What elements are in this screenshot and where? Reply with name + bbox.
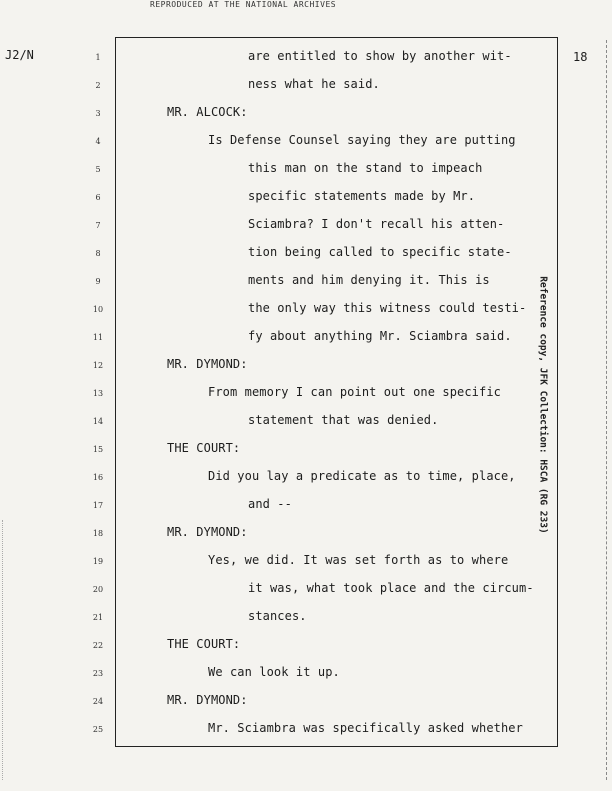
transcript-line: Sciambra? I don't recall his atten- xyxy=(248,217,505,231)
line-number: 15 xyxy=(92,445,104,454)
line-number: 12 xyxy=(92,361,104,370)
transcript-line: tion being called to specific state- xyxy=(248,245,512,259)
transcript-line: ness what he said. xyxy=(248,77,380,91)
transcript-line: Did you lay a predicate as to time, place, xyxy=(208,469,516,483)
transcript-line: Mr. Sciambra was specifically asked whether xyxy=(208,721,523,735)
line-number: 25 xyxy=(92,725,104,734)
line-number: 10 xyxy=(92,305,104,314)
line-number: 19 xyxy=(92,557,104,566)
transcript-line: specific statements made by Mr. xyxy=(248,189,476,203)
line-number: 23 xyxy=(92,669,104,678)
line-number: 11 xyxy=(92,333,104,342)
transcript-line: Yes, we did. It was set forth as to where xyxy=(208,553,509,567)
transcript-line: Is Defense Counsel saying they are putting xyxy=(208,133,516,147)
line-number: 22 xyxy=(92,641,104,650)
transcript-line: are entitled to show by another wit- xyxy=(248,49,512,63)
speaker-label: THE COURT: xyxy=(167,441,241,455)
line-number: 1 xyxy=(95,53,101,62)
line-number: 20 xyxy=(92,585,104,594)
transcript-line: stances. xyxy=(248,609,307,623)
line-number: 2 xyxy=(95,81,101,90)
speaker-label: MR. ALCOCK: xyxy=(167,105,248,119)
transcript-line: We can look it up. xyxy=(208,665,340,679)
speaker-label: THE COURT: xyxy=(167,637,241,651)
line-number: 17 xyxy=(92,501,104,510)
transcript-line: the only way this witness could testi- xyxy=(248,301,527,315)
line-number: 7 xyxy=(95,221,101,230)
page-code: J2/N xyxy=(5,48,34,62)
line-number: 9 xyxy=(95,277,101,286)
line-number: 21 xyxy=(92,613,104,622)
line-number: 16 xyxy=(92,473,104,482)
line-number: 6 xyxy=(95,193,101,202)
transcript-line: and -- xyxy=(248,497,292,511)
transcript-line: fy about anything Mr. Sciambra said. xyxy=(248,329,512,343)
line-number: 14 xyxy=(92,417,104,426)
line-number: 4 xyxy=(95,137,101,146)
speaker-label: MR. DYMOND: xyxy=(167,357,248,371)
transcript-line: this man on the stand to impeach xyxy=(248,161,483,175)
line-number: 13 xyxy=(92,389,104,398)
left-margin-edge xyxy=(2,520,4,780)
line-number: 3 xyxy=(95,109,101,118)
transcript-line: it was, what took place and the circum- xyxy=(248,581,534,595)
archive-header: REPRODUCED AT THE NATIONAL ARCHIVES xyxy=(150,0,337,9)
line-number: 5 xyxy=(95,165,101,174)
reference-stamp: Reference copy, JFK Collection: HSCA (RG 233) xyxy=(537,276,549,534)
transcript-line: statement that was denied. xyxy=(248,413,439,427)
line-number: 8 xyxy=(95,249,101,258)
transcript-line: From memory I can point out one specific xyxy=(208,385,501,399)
speaker-label: MR. DYMOND: xyxy=(167,525,248,539)
line-number: 18 xyxy=(92,529,104,538)
page-number: 18 xyxy=(573,50,588,64)
speaker-label: MR. DYMOND: xyxy=(167,693,248,707)
transcript-line: ments and him denying it. This is xyxy=(248,273,490,287)
line-number: 24 xyxy=(92,697,104,706)
right-margin-edge xyxy=(606,40,608,780)
